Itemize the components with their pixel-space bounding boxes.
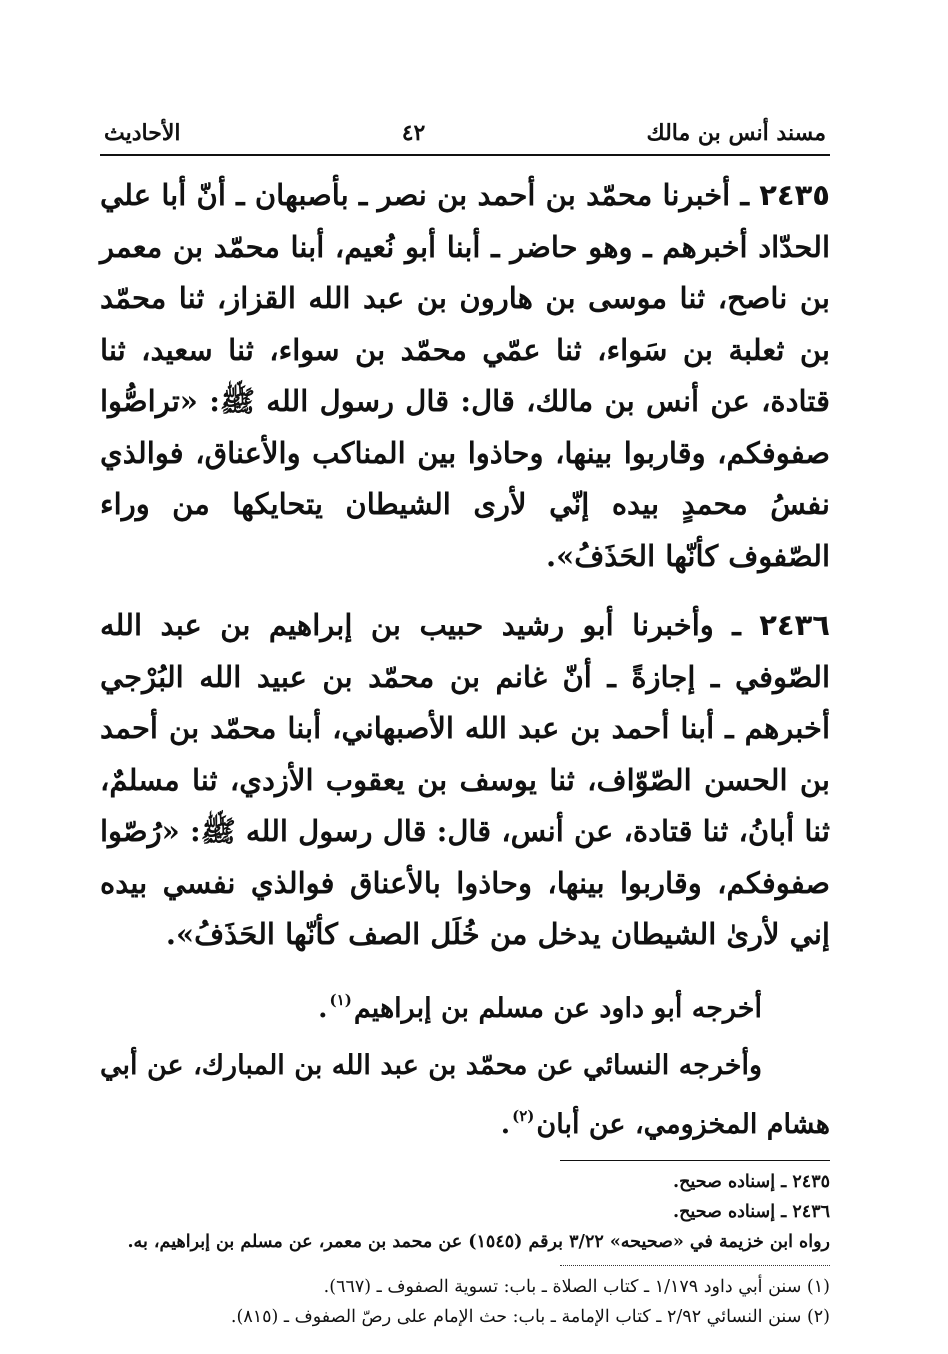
page-number: ٤٢ [401,120,426,146]
footnote-1: (١) سنن أبي داود ١/١٧٩ ـ كتاب الصلاة ـ باب: تسوية الصفوف ـ (٦٦٧). [323,1276,830,1297]
section-title: الأحاديث [104,120,181,146]
hadith-2435 [100,170,830,582]
note-ibn-khuzaymah: رواه ابن خزيمة في «صحيحه» ٣/٢٢ برقم (١٥٤٥) عن محمد بن معمر، عن مسلم بن إبراهيم، به. [127,1231,830,1252]
footnotes-divider [560,1265,830,1266]
footnote-2: (٢) سنن النسائي ٢/٩٢ ـ كتاب الإمامة ـ باب: حث الإمام على رصّ الصفوف ـ (٨١٥). [230,1306,830,1327]
hadith-number: ٢٤٣٦ [759,608,830,642]
book-page [100,118,830,1332]
note-2436: ٢٤٣٦ ـ إسناده صحيح. [673,1201,830,1222]
takhrij-abu-dawud [100,975,830,1034]
notes-divider [560,1160,830,1161]
note-2435: ٢٤٣٥ ـ إسناده صحيح. [673,1171,830,1192]
takhrij-end: . [500,1108,511,1140]
takhrij-text: وأخرجه النسائي عن محمّد بن عبد الله بن المبارك، عن أبي هشام المخزومي، عن أبان [100,1049,830,1140]
hadith-2436 [100,600,830,961]
footnote-ref[interactable]: (٢) [512,1106,535,1125]
book-title: مسند أنس بن مالك [646,120,826,146]
footnote-ref[interactable]: (١) [329,990,352,1009]
takhrij-text: أخرجه أبو داود عن مسلم بن إبراهيم [353,992,762,1024]
hadith-text: ـ وأخبرنا أبو رشيد حبيب بن إبراهيم بن عبد الله الصّوفي ـ إجازةً ـ أنّ غانم بن محمّد بن عبيد الله البُرْجي أخبرهم ـ أبنا أحمد بن عبد الله الأصبهاني، أبنا محمّد بن أحمد بن الحسن الصّوّاف، ثنا يوسف بن يعقوب الأزدي، ثنا مسلمٌ، ثنا أبانُ، ثنا قتادة، عن أنس، قال: قال رسول الله ﷺ: «رُصّوا صفوفكم، وقاربوا بينها، وحاذوا بالأعناق فوالذي نفسي بيده إني لأرىٰ الشيطان يدخل من خُلَل الصف كأنّها الحَذَفُ». [100,608,830,951]
takhrij-nasai [100,1040,830,1150]
hadith-number: ٢٤٣٥ [759,178,830,212]
hadith-text: ـ أخبرنا محمّد بن أحمد بن نصر ـ بأصبهان ـ أنّ أبا علي الحدّاد أخبرهم ـ وهو حاضر ـ أبنا أبو نُعيم، أبنا محمّد بن معمر بن ناصح، ثنا موسى بن هارون بن عبد الله القزاز، ثنا محمّد بن ثعلبة بن سَواء، ثنا عمّي محمّد بن سواء، ثنا سعيد، ثنا قتادة، عن أنس بن مالك، قال: قال رسول الله ﷺ: «تراصُّوا صفوفكم، وقاربوا بينها، وحاذوا بين المناكب والأعناق، فوالذي نفسُ محمدٍ بيده إنّي لأرى الشيطان يتحايكها من وراء الصّفوف كأنّها الحَذَفُ». [100,178,830,573]
running-header [100,118,830,156]
takhrij-end: . [318,992,328,1024]
